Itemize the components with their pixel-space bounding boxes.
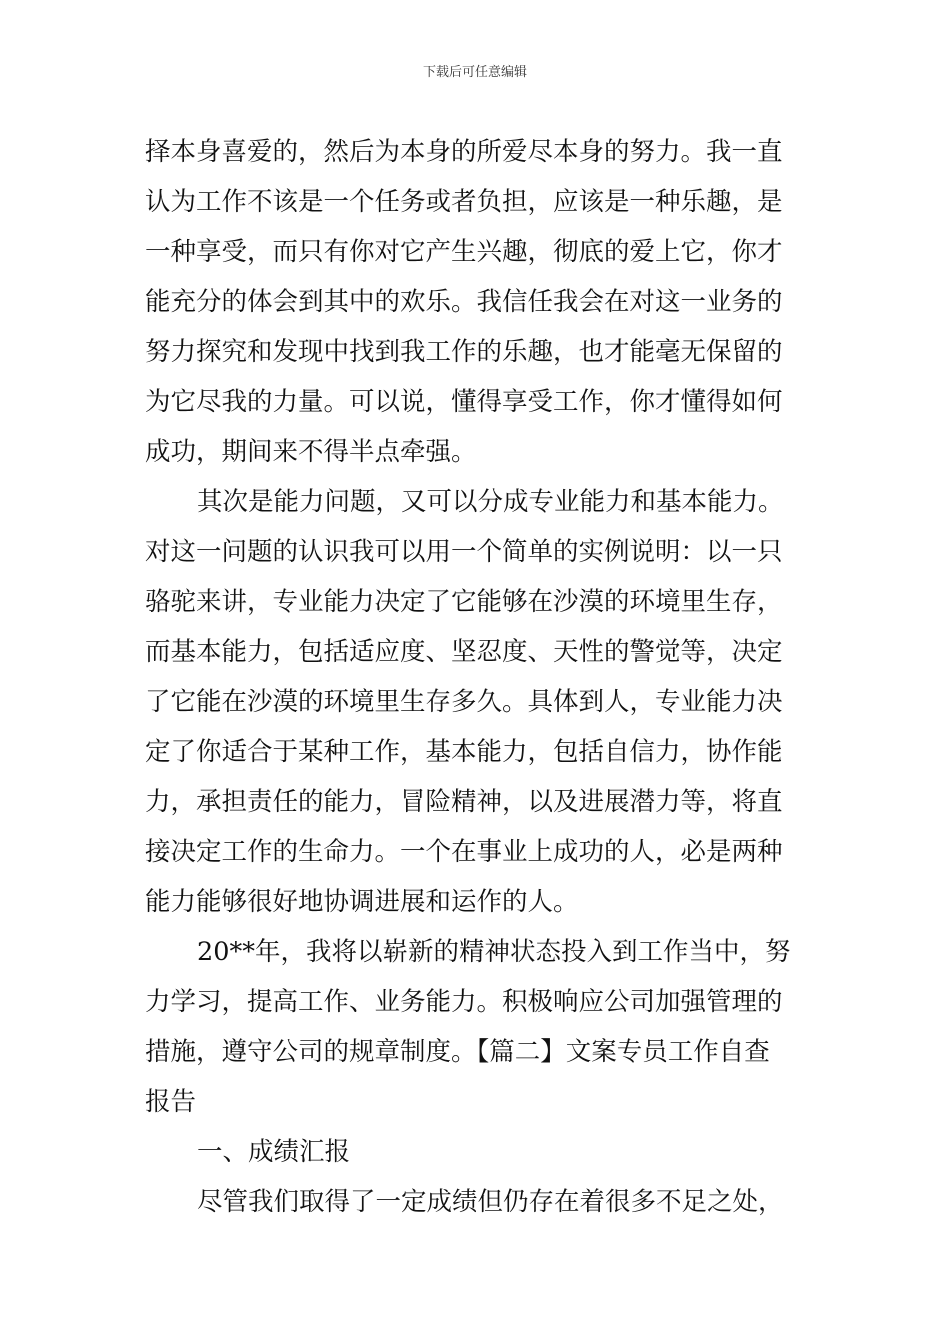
text-line: 力学习，提高工作、业务能力。积极响应公司加强管理的 [145,987,783,1017]
section-heading: 一、成绩汇报 [197,1137,351,1167]
page-header: 下载后可任意编辑 [422,65,527,80]
text-line: 报告 [145,1087,197,1117]
text-line: 为它尽我的力量。可以说，懂得享受工作，你才懂得如何 [145,387,783,417]
text-line: 了它能在沙漠的环境里生存多久。具体到人，专业能力决 [145,687,783,717]
text-line: 20**年，我将以崭新的精神状态投入到工作当中，努 [197,937,791,967]
text-line: 能力能够很好地协调进展和运作的人。 [145,887,579,917]
text-line: 定了你适合于某种工作，基本能力，包括自信力，协作能 [145,737,783,767]
text-line: 力，承担责任的能力，冒险精神，以及进展潜力等，将直 [145,787,783,817]
text-line: 其次是能力问题，又可以分成专业能力和基本能力。 [197,487,784,517]
text-line: 而基本能力，包括适应度、坚忍度、天性的警觉等，决定 [145,637,783,667]
text-line: 能充分的体会到其中的欢乐。我信任我会在对这一业务的 [145,287,783,317]
text-line: 接决定工作的生命力。一个在事业上成功的人，必是两种 [145,837,783,867]
document-body [145,127,810,1227]
text-line: 一种享受，而只有你对它产生兴趣，彻底的爱上它，你才 [145,237,783,267]
text-line: 措施，遵守公司的规章制度。【篇二】文案专员工作自查 [145,1037,770,1067]
text-line: 努力探究和发现中找到我工作的乐趣，也才能毫无保留的 [145,337,783,367]
text-line: 骆驼来讲，专业能力决定了它能够在沙漠的环境里生存， [145,587,783,617]
text-line: 认为工作不该是一个任务或者负担，应该是一种乐趣，是 [145,187,783,217]
text-line: 尽管我们取得了一定成绩但仍存在着很多不足之处， [197,1187,784,1217]
text-line: 成功，期间来不得半点牵强。 [145,437,477,467]
text-line: 择本身喜爱的，然后为本身的所爱尽本身的努力。我一直 [145,137,783,167]
text-line: 对这一问题的认识我可以用一个简单的实例说明：以一只 [145,537,783,567]
